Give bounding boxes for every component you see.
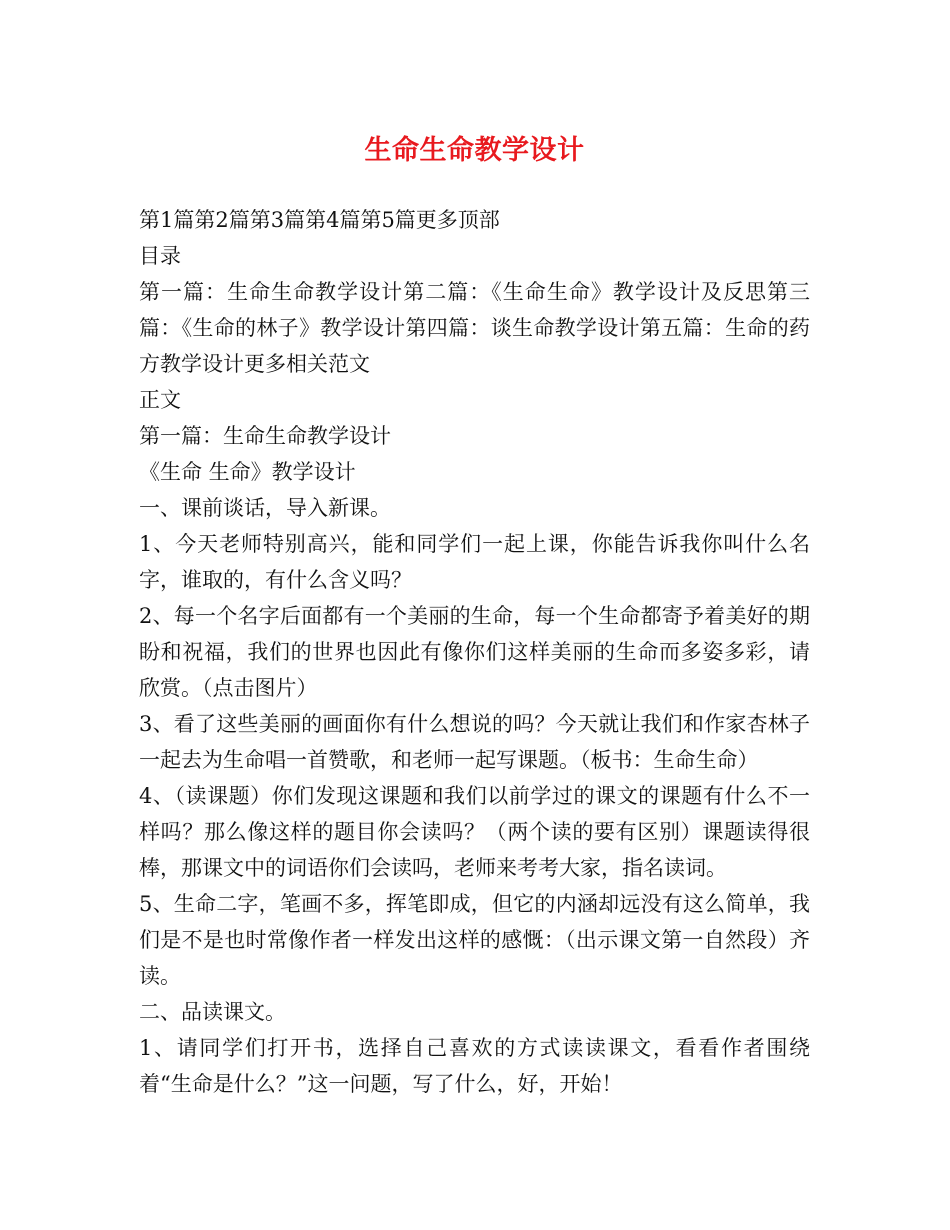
document-title: 生命生命教学设计 bbox=[364, 135, 585, 166]
section-heading-2: 二、品读课文。 bbox=[139, 1000, 286, 1024]
toc-heading: 目录 bbox=[139, 244, 181, 268]
nav-links-line: 第1篇第2篇第3篇第4篇第5篇更多顶部 bbox=[139, 208, 500, 232]
paragraph-5: 5、生命二字，笔画不多，挥笔即成，但它的内涵却远没有这么简单，我们是不是也时常像作者一样发出这样的感慨：（出示课文第一自然段）齐读。 bbox=[139, 892, 810, 988]
document-body bbox=[139, 202, 810, 1102]
lesson-title: 《生命 生命》教学设计 bbox=[139, 460, 356, 484]
toc-content: 第一篇：生命生命教学设计第二篇：《生命生命》教学设计及反思第三篇：《生命的林子》教学设计第四篇：谈生命教学设计第五篇：生命的药方教学设计更多相关范文 bbox=[139, 280, 810, 376]
section-heading-1: 一、课前谈话，导入新课。 bbox=[139, 496, 391, 520]
paragraph-4: 4、（读课题）你们发现这课题和我们以前学过的课文的课题有什么不一样吗？那么像这样的题目你会读吗？（两个读的要有区别）课题读得很棒，那课文中的词语你们会读吗，老师来考考大家，指名读词。 bbox=[139, 784, 810, 880]
paragraph-6: 1、请同学们打开书，选择自己喜欢的方式读读课文，看看作者围绕着“生命是什么？”这一问题，写了什么，好，开始！ bbox=[139, 1036, 810, 1096]
paragraph-3: 3、看了这些美丽的画面你有什么想说的吗？今天就让我们和作家杏林子一起去为生命唱一首赞歌，和老师一起写课题。（板书：生命生命） bbox=[139, 712, 810, 772]
paragraph-2: 2、每一个名字后面都有一个美丽的生命，每一个生命都寄予着美好的期盼和祝福，我们的世界也因此有像你们这样美丽的生命而多姿多彩，请欣赏。（点击图片） bbox=[139, 604, 810, 700]
paragraph-1: 1、今天老师特别高兴，能和同学们一起上课，你能告诉我你叫什么名字，谁取的，有什么含义吗？ bbox=[139, 532, 810, 592]
chapter-heading: 第一篇：生命生命教学设计 bbox=[139, 424, 391, 448]
body-heading: 正文 bbox=[139, 388, 181, 412]
